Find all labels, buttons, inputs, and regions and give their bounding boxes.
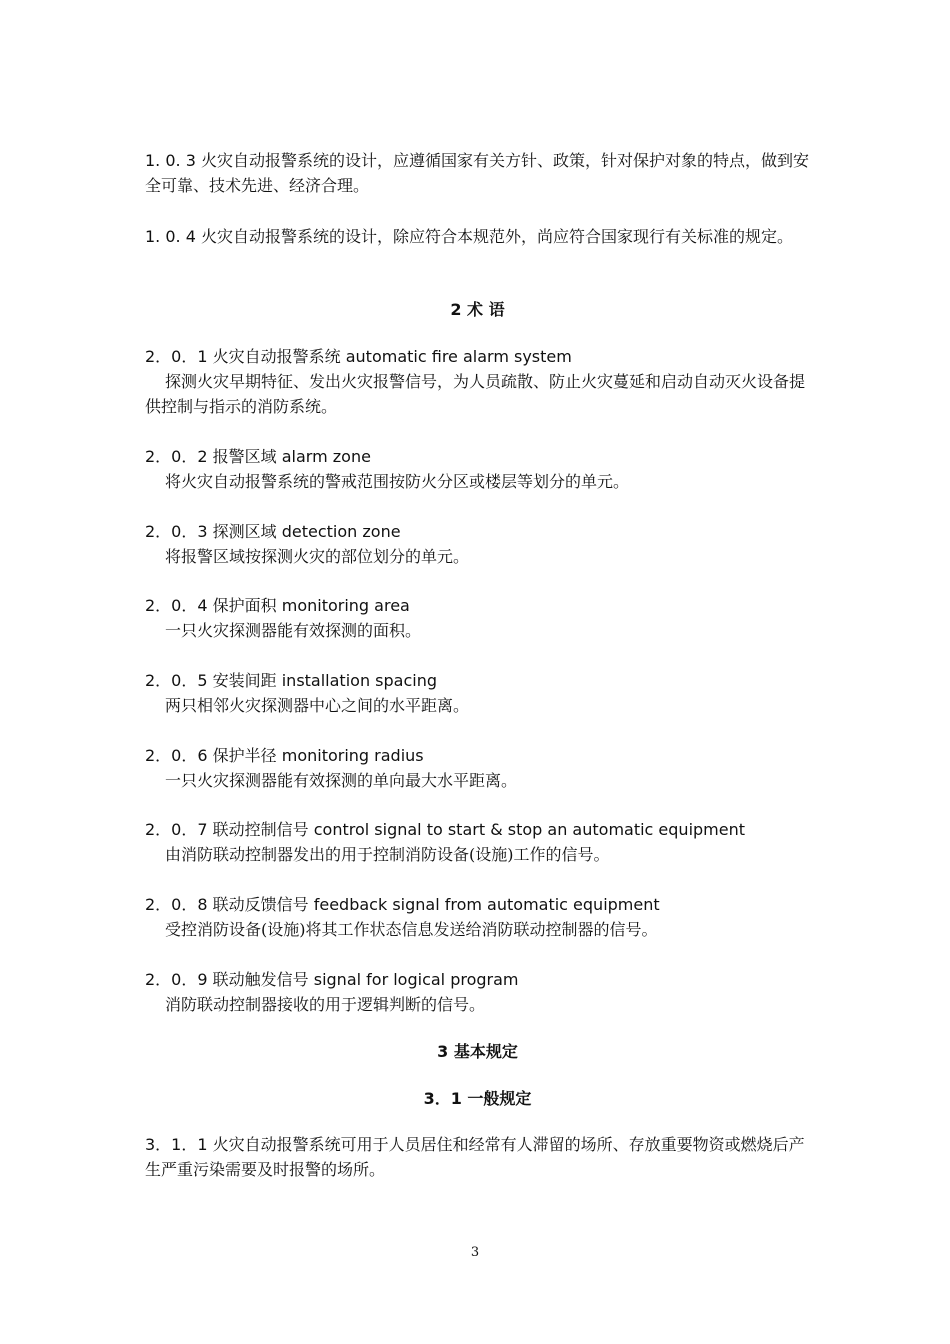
term-number: 2．0．8 — [145, 895, 208, 914]
term-2-0-9-definition: 消防联动控制器接收的用于逻辑判断的信号。 — [165, 995, 486, 1014]
term-number: 2．0．6 — [145, 746, 208, 765]
term-2-0-1-definition: 探测火灾早期特征、发出火灾报警信号，为人员疏散、防止火灾蔓延和启动自动灭火设备提供控制与指示的消防系统。 — [145, 372, 806, 416]
term-chinese: 火灾自动报警系统 — [207, 347, 346, 366]
term-2-0-5-heading — [145, 668, 810, 693]
term-english: alarm zone — [281, 447, 371, 466]
clause-number: 1. 0. 4 — [145, 227, 196, 246]
term-2-0-6-heading — [145, 743, 810, 768]
section-title: 一般规定 — [461, 1089, 532, 1108]
term-number: 2．0．3 — [145, 522, 208, 541]
term-2-0-3-heading — [145, 519, 810, 544]
term-2-0-7-heading — [145, 817, 810, 842]
term-number: 2．0．4 — [145, 596, 208, 615]
chapter-2-heading — [145, 297, 810, 322]
term-chinese: 报警区域 — [207, 447, 282, 466]
term-2-0-3-definition: 将报警区域按探测火灾的部位划分的单元。 — [165, 547, 470, 566]
page-number: 3 — [470, 1245, 480, 1260]
chapter-title: 术 语 — [461, 300, 505, 319]
term-english: detection zone — [281, 522, 401, 541]
chapter-3-heading — [145, 1039, 810, 1064]
section-number: 3．1 — [423, 1089, 462, 1108]
term-2-0-1-heading — [145, 344, 810, 369]
term-english: control signal to start & stop an automatic equipment — [313, 820, 746, 839]
term-number: 2．0．7 — [145, 820, 208, 839]
clause-1-0-3 — [145, 148, 810, 198]
chapter-number: 3 — [437, 1042, 449, 1061]
term-chinese: 联动反馈信号 — [207, 895, 314, 914]
term-number: 2．0．9 — [145, 970, 208, 989]
clause-number: 3．1．1 — [145, 1135, 208, 1154]
term-english: monitoring radius — [281, 746, 424, 765]
term-chinese: 联动控制信号 — [207, 820, 314, 839]
term-2-0-8-definition: 受控消防设备(设施)将其工作状态信息发送给消防联动控制器的信号。 — [165, 920, 658, 939]
term-2-0-8-heading — [145, 892, 810, 917]
clause-text: 火灾自动报警系统可用于人员居住和经常有人滞留的场所、存放重要物资或燃烧后产生严重污染需要及时报警的场所。 — [145, 1135, 805, 1179]
clause-text: 火灾自动报警系统的设计，除应符合本规范外，尚应符合国家现行有关标准的规定。 — [195, 227, 793, 246]
clause-number: 1. 0. 3 — [145, 151, 196, 170]
term-2-0-2-definition: 将火灾自动报警系统的警戒范围按防火分区或楼层等划分的单元。 — [165, 472, 630, 491]
term-number: 2．0．5 — [145, 671, 208, 690]
term-2-0-7-definition: 由消防联动控制器发出的用于控制消防设备(设施)工作的信号。 — [165, 845, 610, 864]
chapter-title: 基本规定 — [448, 1042, 518, 1061]
term-2-0-9-heading — [145, 967, 810, 992]
clause-3-1-1 — [145, 1132, 810, 1182]
term-chinese: 保护面积 — [207, 596, 282, 615]
term-english: feedback signal from automatic equipment — [313, 895, 660, 914]
term-2-0-5-definition: 两只相邻火灾探测器中心之间的水平距离。 — [165, 696, 470, 715]
term-english: monitoring area — [281, 596, 410, 615]
term-chinese: 安装间距 — [207, 671, 282, 690]
chapter-number: 2 — [450, 300, 462, 319]
term-chinese: 联动触发信号 — [207, 970, 314, 989]
term-english: signal for logical program — [313, 970, 519, 989]
term-2-0-4-heading — [145, 593, 810, 618]
clause-text: 火灾自动报警系统的设计，应遵循国家有关方针、政策，针对保护对象的特点，做到安全可靠、技术先进、经济合理。 — [145, 151, 809, 195]
section-3-1-heading — [145, 1086, 810, 1111]
term-number: 2．0．2 — [145, 447, 208, 466]
term-english: installation spacing — [281, 671, 437, 690]
term-2-0-2-heading — [145, 444, 810, 469]
term-chinese: 保护半径 — [207, 746, 282, 765]
term-chinese: 探测区域 — [207, 522, 282, 541]
term-2-0-6-definition: 一只火灾探测器能有效探测的单向最大水平距离。 — [165, 771, 518, 790]
term-number: 2．0．1 — [145, 347, 208, 366]
term-2-0-4-definition: 一只火灾探测器能有效探测的面积。 — [165, 621, 422, 640]
clause-1-0-4 — [145, 224, 810, 249]
term-english: automatic fire alarm system — [345, 347, 572, 366]
